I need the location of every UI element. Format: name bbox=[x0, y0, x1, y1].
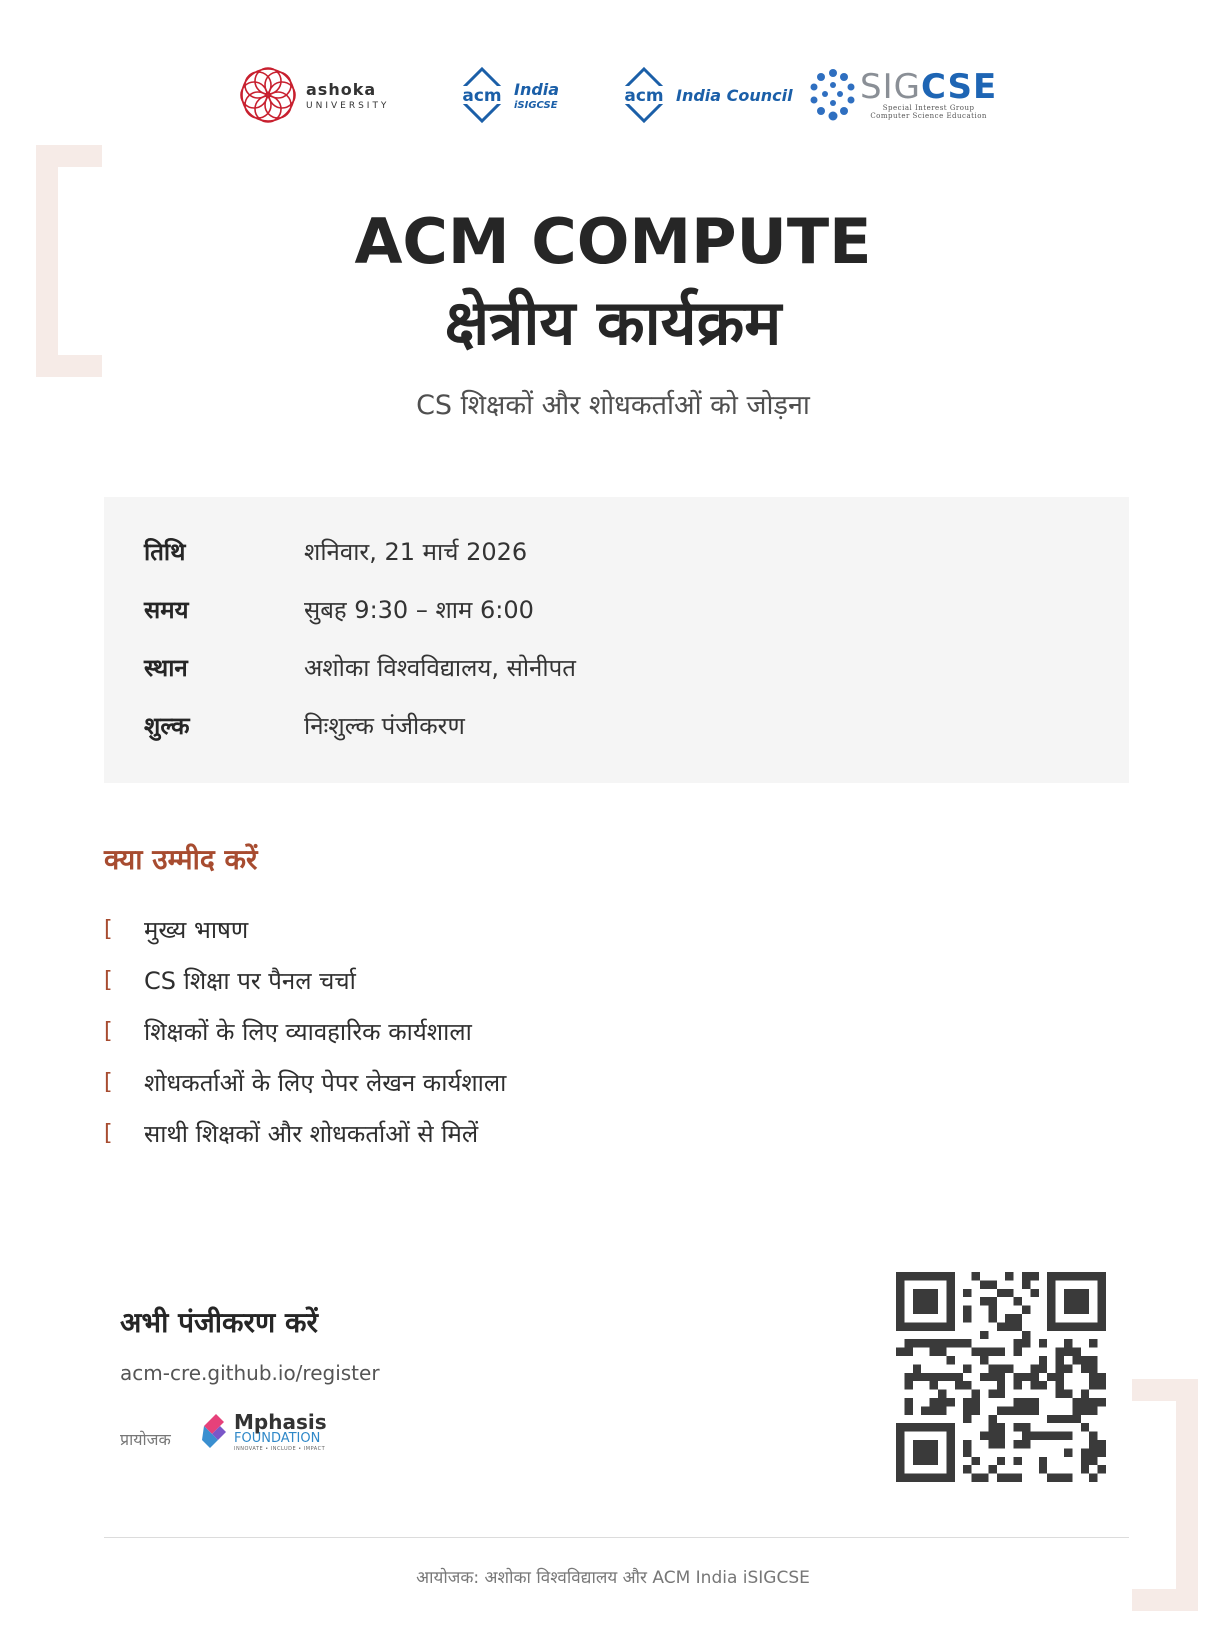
acm-diamond-icon bbox=[452, 65, 512, 125]
what-to-expect-heading: क्या उम्मीद करें bbox=[104, 843, 258, 876]
detail-value: अशोका विश्वविद्यालय, सोनीपत bbox=[304, 653, 576, 682]
detail-row-date bbox=[144, 531, 527, 571]
organizers-footer: आयोजक: अशोका विश्वविद्यालय और ACM India iSIGCSE bbox=[416, 1568, 810, 1588]
list-item-text: शिक्षकों के लिए व्यावहारिक कार्यशाला bbox=[144, 1017, 472, 1046]
page-subtitle: CS शिक्षकों और शोधकर्ताओं को जोड़ना bbox=[416, 390, 810, 421]
list-item-text: शोधकर्ताओं के लिए पेपर लेखन कार्यशाला bbox=[144, 1068, 507, 1097]
acm-india-name: India bbox=[514, 79, 560, 99]
acm-wordmark: acm bbox=[624, 86, 664, 106]
sponsor-name: Mphasis bbox=[234, 1410, 327, 1434]
ashoka-sub: UNIVERSITY bbox=[306, 100, 390, 111]
list-item bbox=[104, 911, 248, 947]
register-heading: अभी पंजीकरण करें bbox=[120, 1306, 318, 1339]
sponsor-label: प्रायोजक bbox=[120, 1430, 171, 1449]
mphasis-foundation-logo bbox=[200, 1412, 327, 1452]
bracket-bullet-icon: [ bbox=[104, 1069, 113, 1095]
ashoka-university-logo bbox=[240, 60, 389, 130]
sponsor-tagline: INNOVATE • INCLUDE • IMPACT bbox=[234, 1446, 326, 1452]
bracket-bullet-icon: [ bbox=[104, 967, 113, 993]
acm-india-sub: iSIGCSE bbox=[514, 99, 558, 111]
list-item bbox=[104, 1115, 478, 1151]
partner-logos bbox=[0, 60, 1226, 130]
bracket-bullet-icon: [ bbox=[104, 916, 113, 942]
footer-divider bbox=[104, 1537, 1129, 1538]
detail-value: निःशुल्क पंजीकरण bbox=[304, 711, 465, 740]
bracket-bullet-icon: [ bbox=[104, 1120, 113, 1146]
acm-india-isigcse-logo bbox=[452, 60, 559, 130]
detail-label: स्थान bbox=[144, 653, 188, 682]
detail-label: तिथि bbox=[144, 537, 186, 566]
list-item bbox=[104, 962, 356, 998]
ashoka-name: ashoka bbox=[306, 79, 377, 99]
acm-council-name: India Council bbox=[676, 85, 793, 105]
title-line-1: ACM COMPUTE bbox=[354, 205, 872, 278]
event-details-box bbox=[104, 497, 1129, 783]
registration-qr-code[interactable] bbox=[896, 1272, 1106, 1482]
detail-row-venue bbox=[144, 647, 576, 687]
detail-value: शनिवार, 21 मार्च 2026 bbox=[304, 537, 528, 566]
mphasis-chevron-icon bbox=[200, 1412, 230, 1452]
ashoka-emblem-icon bbox=[240, 67, 296, 123]
sigcse-dots-icon bbox=[808, 67, 858, 123]
list-item bbox=[104, 1064, 506, 1100]
list-item-text: CS शिक्षा पर पैनल चर्चा bbox=[144, 966, 356, 995]
title-line-2: क्षेत्रीय कार्यक्रम bbox=[444, 285, 782, 359]
acm-diamond-icon bbox=[614, 65, 674, 125]
sigcse-sub1: Special Interest Group bbox=[882, 104, 975, 112]
sigcse-logo bbox=[808, 60, 997, 130]
acm-wordmark: acm bbox=[462, 86, 502, 106]
sigcse-name-left: SIG bbox=[860, 67, 921, 107]
register-link[interactable]: acm-cre.github.io/register bbox=[120, 1361, 380, 1385]
sponsor-sub: FOUNDATION bbox=[234, 1431, 321, 1446]
acm-india-council-logo bbox=[614, 60, 793, 130]
sigcse-name-right: CSE bbox=[920, 67, 998, 107]
list-item-text: साथी शिक्षकों और शोधकर्ताओं से मिलें bbox=[144, 1119, 479, 1148]
detail-value: सुबह 9:30 – शाम 6:00 bbox=[304, 595, 534, 624]
page-title bbox=[0, 202, 1226, 363]
detail-label: शुल्क bbox=[144, 711, 190, 740]
sigcse-sub2: Computer Science Education bbox=[870, 112, 987, 120]
detail-row-time bbox=[144, 589, 534, 629]
list-item-text: मुख्य भाषण bbox=[144, 915, 249, 944]
detail-row-fee bbox=[144, 705, 465, 745]
detail-label: समय bbox=[144, 595, 189, 624]
list-item bbox=[104, 1013, 472, 1049]
bracket-bullet-icon: [ bbox=[104, 1018, 113, 1044]
